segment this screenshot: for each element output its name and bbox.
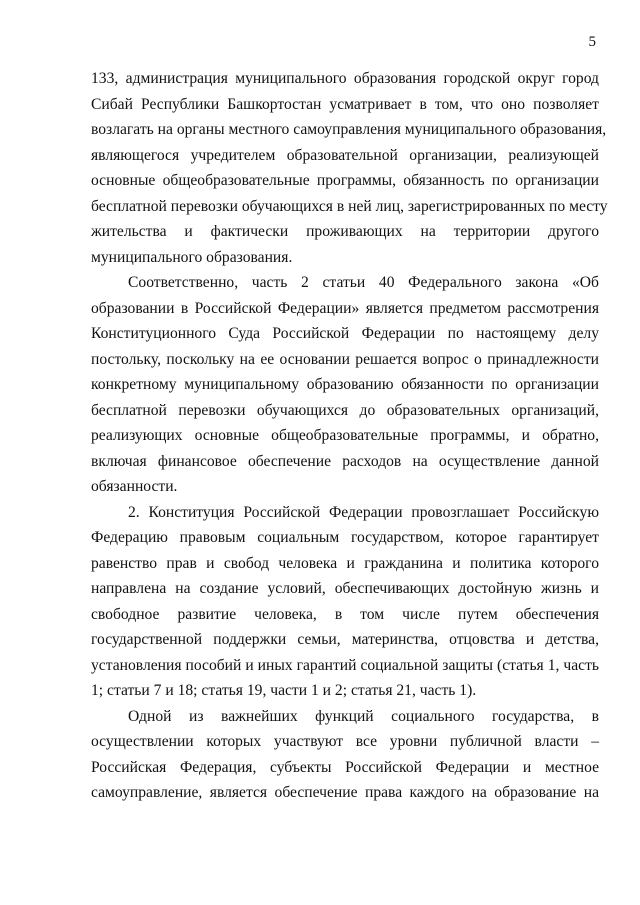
document-body — [91, 66, 608, 806]
text-line: 133, администрация муниципального образования городской округ город — [91, 70, 599, 87]
text-line: Российская Федерация, субъекты Российской Федерации и местное — [91, 758, 599, 776]
text-line: включая финансовое обеспечение расходов на осуществление данной — [91, 452, 599, 470]
text-line: жительства и фактически проживающих на территории другого — [91, 223, 599, 240]
text-line: обязанности. — [91, 478, 178, 495]
text-line: направлена на создание условий, обеспечивающих достойную жизнь и — [91, 580, 599, 597]
paragraph-4 — [91, 704, 599, 806]
paragraph-2 — [91, 270, 599, 500]
text-line: самоуправление, является обеспечение права каждого на образование на — [91, 784, 599, 801]
text-line: бесплатной перевозки обучающихся в ней лиц, зарегистрированных по месту — [91, 197, 608, 215]
text-line: Федерацию правовым социальным государством, которое гарантирует — [91, 529, 599, 546]
text-line: 1; статьи 7 и 18; статья 19, части 1 и 2; статья 21, часть 1). — [91, 682, 477, 699]
text-line: возлагать на органы местного самоуправления муниципального образования, — [91, 121, 607, 138]
text-line: конкретному муниципальному образованию обязанности по организации — [91, 376, 599, 393]
text-line: бесплатной перевозки обучающихся до образовательных организаций, — [91, 401, 599, 419]
text-line: Конституционного Суда Российской Федерации по настоящему делу — [91, 325, 599, 342]
text-line: равенство прав и свобод человека и гражданина и политика которого — [91, 554, 599, 572]
text-line: Соответственно, часть 2 статьи 40 Федерального закона «Об — [128, 274, 599, 291]
text-line: Одной из важнейших функций социального государства, в — [128, 707, 599, 725]
text-line: муниципального образования. — [91, 248, 293, 266]
paragraph-1 — [91, 66, 608, 270]
text-line: Сибай Республики Башкортостан усматривает в том, что оно позволяет — [91, 95, 599, 113]
text-line: свободное развитие человека, в том числе путем обеспечения — [91, 605, 599, 623]
text-line: установления пособий и иных гарантий социальной защиты (статья 1, часть — [91, 656, 599, 674]
text-line: являющегося учредителем образовательной организации, реализующей — [91, 146, 599, 164]
text-line: 2. Конституция Российской Федерации провозглашает Российскую — [128, 503, 599, 521]
text-line: осуществлении которых участвуют все уровни публичной власти – — [91, 733, 599, 750]
page-number: 5 — [588, 34, 596, 50]
text-line: реализующих основные общеобразовательные программы, и обратно, — [91, 427, 599, 444]
text-line: постольку, поскольку на ее основании решается вопрос о принадлежности — [91, 350, 599, 368]
text-line: государственной поддержки семьи, материнства, отцовства и детства, — [91, 631, 599, 648]
paragraph-3 — [91, 500, 599, 704]
text-line: образовании в Российской Федерации» является предметом рассмотрения — [91, 299, 599, 317]
text-line: основные общеобразовательные программы, обязанность по организации — [91, 172, 599, 189]
